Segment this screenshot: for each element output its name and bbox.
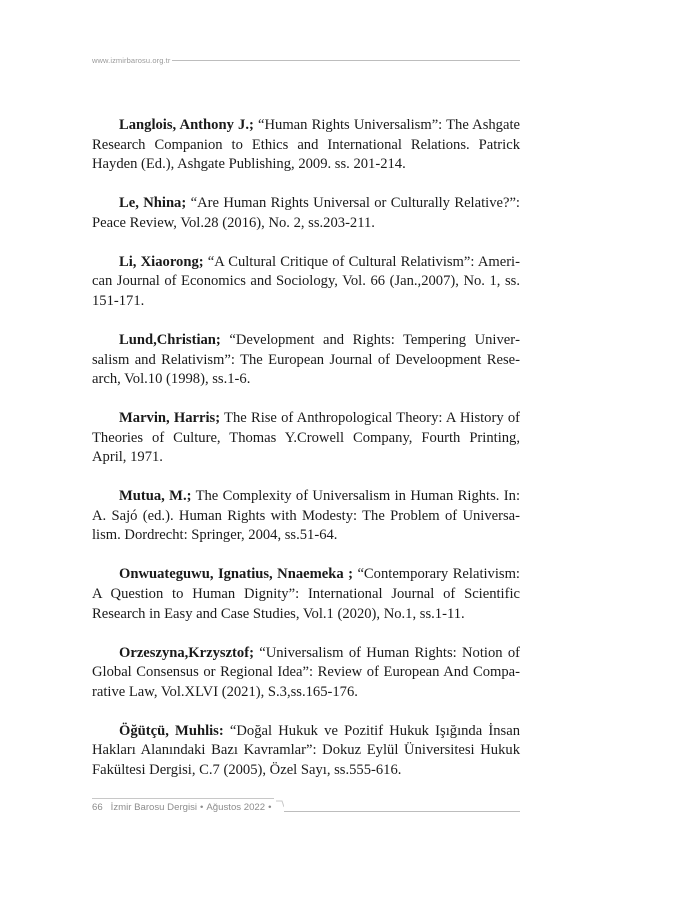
reference-entry [92, 116, 520, 175]
reference-entry [92, 487, 520, 546]
footer-rule [284, 811, 520, 812]
reference-text: “A Cultural Critique of Cultural Relativism”: American Journal of Economics and Sociology, Vol. 66 (Jan.,2007), No. 1, ss. 151-171. [92, 253, 520, 309]
reference-author: Marvin, Harris; [119, 410, 221, 427]
reference-author: Orzeszyna,Krzysztof; [119, 644, 254, 661]
reference-entry [92, 722, 520, 781]
reference-text: “Are Human Rights Universal or Culturally Relative?”: Peace Review, Vol.28 (2016), No. 2, ss.203-211. [92, 195, 520, 231]
reference-entry [92, 565, 520, 624]
page-number: 66 [92, 801, 103, 813]
reference-list [92, 116, 520, 800]
footer-trailing-dot: • [268, 801, 272, 813]
reference-text: “Human Rights Universalism”: The Ashgate Research Companion to Ethics and International Relations. Patrick Hayden (Ed.), Ashgate Publishing, 2009. ss. 201-214. [92, 117, 520, 173]
reference-author: Öğütçü, Muhlis: [119, 722, 224, 739]
reference-author: Le, Nhina; [119, 195, 187, 212]
reference-text: “Contemporary Relativism: A Question to Human Dignity”: International Journal of Scientific Research in Easy and Case Studies, Vol.1 (2020), No.1, ss.1-11. [92, 566, 520, 622]
reference-author: Langlois, Anthony J.; [119, 117, 254, 133]
reference-text: The Rise of Anthropological Theory: A History of Theories of Culture, Thomas Y.Crowell Company, Fourth Printing, April, 1971. [92, 410, 521, 466]
footer-separator: • [200, 801, 204, 813]
reference-author: Mutua, M.; [119, 488, 192, 505]
reference-text: “Universalism of Human Rights: Notion of Global Consensus or Regional Idea”: Review of European And Comparative Law, Vol.XLVI (2021), S.3,ss.165-176. [92, 644, 520, 700]
reference-text: The Complexity of Universalism in Human Rights. In: A. Sajó (ed.). Human Rights with Modesty: The Problem of Universalism. Dordrecht: Springer, 2004, ss.51-64. [92, 488, 520, 544]
reference-entry [92, 194, 520, 233]
reference-author: Onwuateguwu, Ignatius, Nnaemeka ; [119, 566, 353, 583]
page-header [92, 54, 520, 66]
reference-entry [92, 409, 520, 468]
page-footer [92, 800, 520, 814]
reference-entry [92, 331, 520, 390]
journal-name: İzmir Barosu Dergisi [110, 801, 198, 813]
reference-entry [92, 644, 520, 703]
header-rule [172, 60, 520, 61]
reference-entry [92, 253, 520, 312]
issue-date: Ağustos 2022 [206, 801, 266, 813]
reference-text: “Development and Rights: Tempering Universalism and Relativism”: The European Journal of Develoopment Research, Vol.10 (1998), ss.1-6. [92, 331, 520, 388]
header-url: www.izmirbarosu.org.tr [92, 55, 171, 65]
footer-top-rule [92, 798, 274, 799]
reference-author: Li, Xiaorong; [119, 253, 204, 270]
footer-tab-shape [276, 800, 284, 814]
reference-author: Lund,Christian; [119, 331, 221, 348]
reference-text: “Doğal Hukuk ve Pozitif Hukuk Işığında İnsan Hakları Alanındaki Bazı Kavramlar”: Dokuz Eylül Üniversitesi Hukuk Fakültesi Dergisi, C.7 (2005), Özel Sayı, ss.555-616. [92, 722, 520, 778]
